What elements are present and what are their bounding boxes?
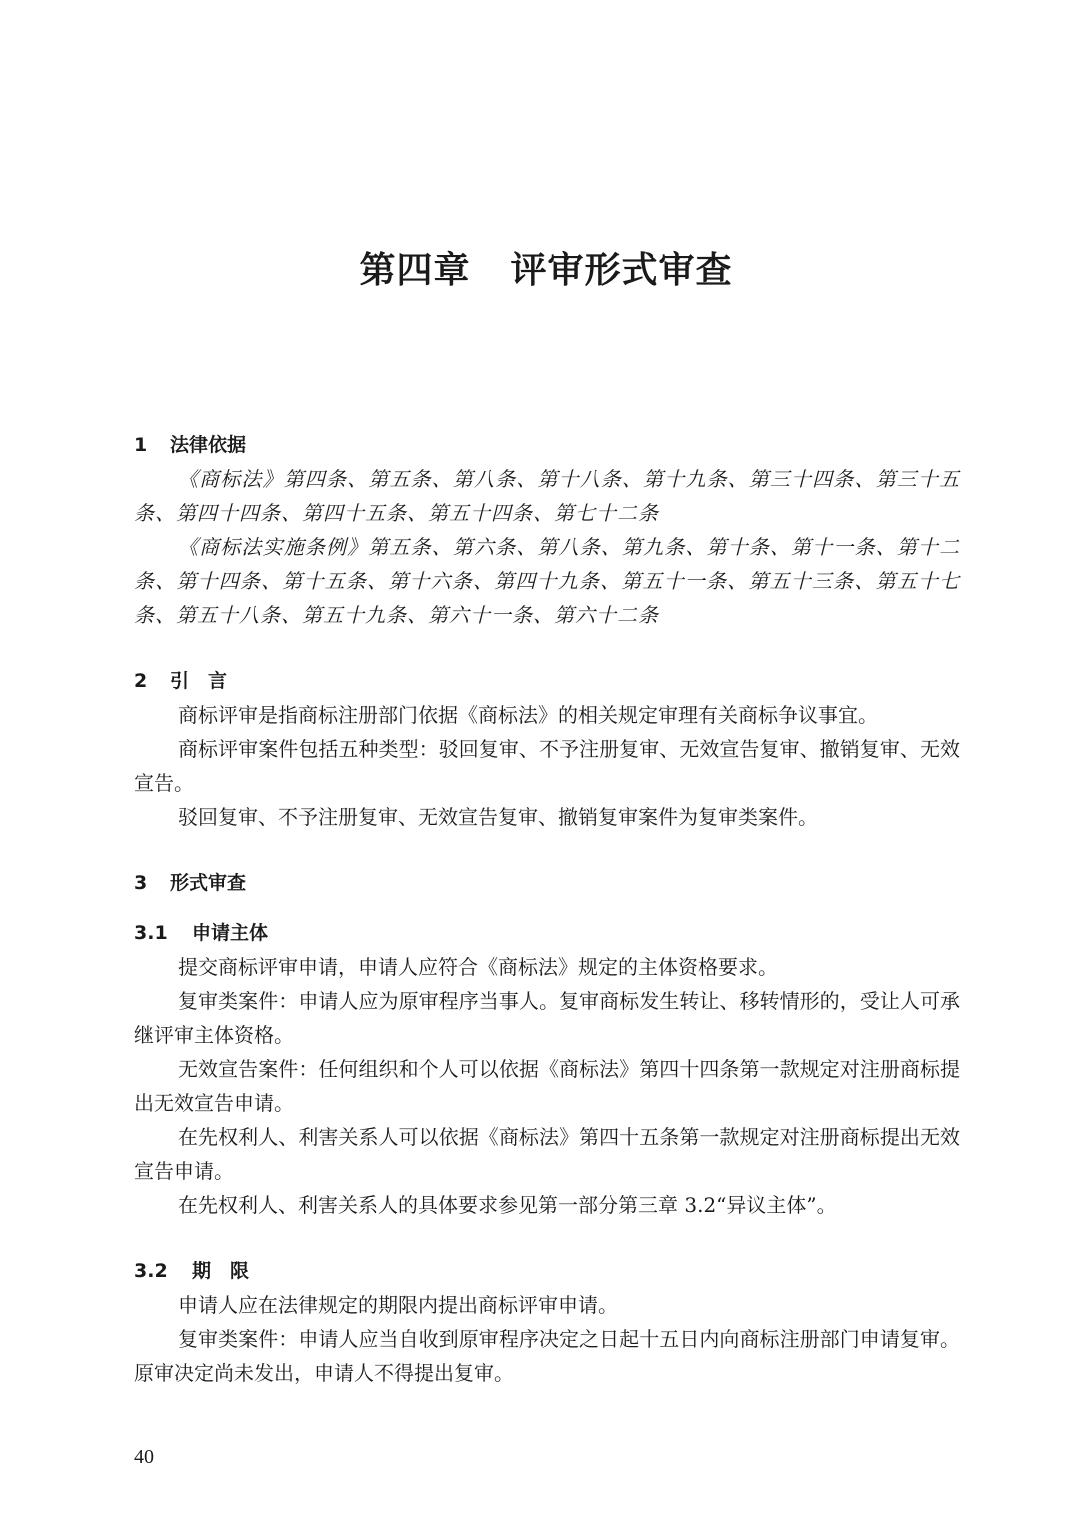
section-title: 引 言 (170, 670, 228, 692)
section-spacer (134, 632, 960, 664)
paragraph: 申请人应在法律规定的期限内提出商标评审申请。 (178, 1293, 618, 1317)
section-spacer (134, 1222, 960, 1254)
section-number: 2 (134, 670, 148, 692)
section-number: 3.2 (134, 1260, 168, 1282)
chapter-title (0, 244, 1092, 296)
paragraph: 提交商标评审申请，申请人应符合《商标法》规定的主体资格要求。 (178, 955, 778, 979)
chapter-number: 第四章 (359, 249, 471, 291)
paragraph: 商标评审案件包括五种类型：驳回复审、不予注册复审、无效宣告复审、撤销复审、无效宣告。 (134, 737, 960, 795)
paragraph: 在先权利人、利害关系人可以依据《商标法》第四十五条第一款规定对注册商标提出无效宣告申请。 (134, 1125, 960, 1183)
page-body (134, 428, 960, 1390)
section-heading-3-2 (134, 1254, 960, 1288)
section-title: 申请主体 (192, 922, 269, 944)
section-title: 形式审查 (170, 872, 247, 894)
section-title: 期 限 (192, 1260, 250, 1282)
section-number: 3.1 (134, 922, 168, 944)
paragraph: 无效宣告案件：任何组织和个人可以依据《商标法》第四十四条第一款规定对注册商标提出无效宣告申请。 (134, 1057, 960, 1115)
paragraph: 《商标法》第四条、第五条、第八条、第十八条、第十九条、第三十四条、第三十五条、第四十四条、第四十五条、第五十四条、第七十二条 (134, 467, 960, 525)
paragraph: 在先权利人、利害关系人的具体要求参见第一部分第三章 3.2“异议主体”。 (178, 1193, 837, 1217)
paragraph: 复审类案件：申请人应为原审程序当事人。复审商标发生转让、移转情形的，受让人可承继评审主体资格。 (134, 989, 960, 1047)
chapter-name: 评审形式审查 (510, 249, 733, 291)
section-heading-3 (134, 866, 960, 900)
paragraph: 驳回复审、不予注册复审、无效宣告复审、撤销复审案件为复审类案件。 (178, 805, 818, 829)
section-heading-2 (134, 664, 960, 698)
paragraph: 《商标法实施条例》第五条、第六条、第八条、第九条、第十条、第十一条、第十二条、第十四条、第十五条、第十六条、第四十九条、第五十一条、第五十三条、第五十七条、第五十八条、第五十九条、第六十一条、第六十二条 (134, 535, 960, 627)
section-spacer (134, 900, 960, 916)
section-heading-3-1 (134, 916, 960, 950)
section-number: 1 (134, 434, 148, 456)
paragraph: 复审类案件：申请人应当自收到原审程序决定之日起十五日内向商标注册部门申请复审。原审决定尚未发出，申请人不得提出复审。 (134, 1327, 960, 1385)
page-number: 40 (134, 1446, 154, 1468)
section-spacer (134, 834, 960, 866)
section-number: 3 (134, 872, 148, 894)
section-heading-1 (134, 428, 960, 462)
paragraph: 商标评审是指商标注册部门依据《商标法》的相关规定审理有关商标争议事宜。 (178, 703, 878, 727)
section-title: 法律依据 (170, 434, 247, 456)
